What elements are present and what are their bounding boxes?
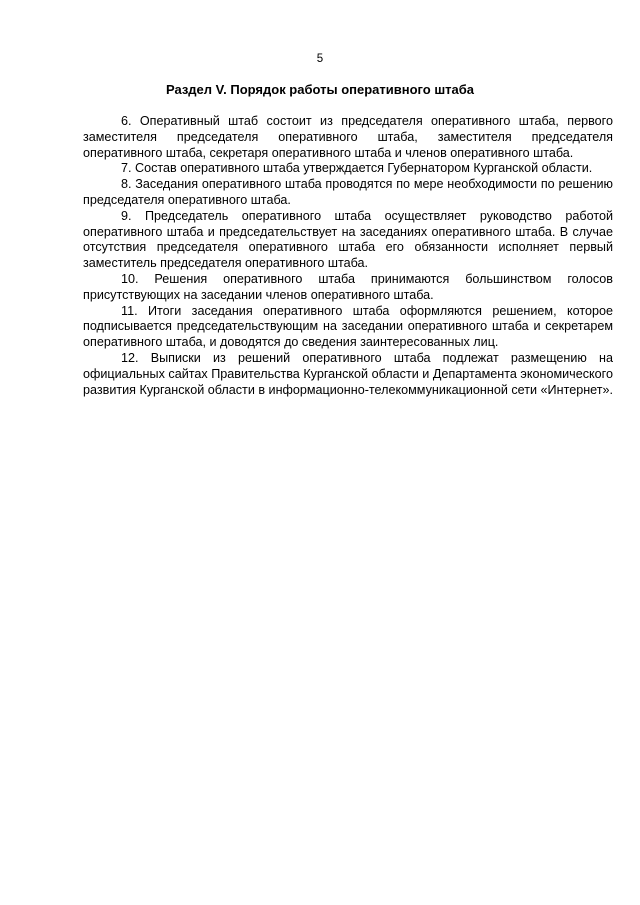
paragraph-item-12: 12. Выписки из решений оперативного штаба подлежат размещению на официальных сайтах Правительства Курганской области и Департамента экономического развития Курганской области в информационно-телекоммуникационной сети «Интернет». [83, 350, 614, 397]
paragraph-item-11: 11. Итоги заседания оперативного штаба оформляются решением, которое подписывается председательствующим на заседании оперативного штаба и секретарем оперативного штаба, и доводятся до сведения заинтересованных лиц. [83, 303, 613, 350]
document-body [83, 114, 613, 398]
paragraph-item-7: 7. Состав оперативного штаба утверждается Губернатором Курганской области. [121, 161, 593, 176]
paragraph-item-8: 8. Заседания оперативного штаба проводятся по мере необходимости по решению председателя оперативного штаба. [83, 177, 613, 207]
paragraph-item-10: 10. Решения оперативного штаба принимаются большинством голосов присутствующих на заседании членов оперативного штаба. [83, 271, 613, 302]
section-title: Раздел V. Порядок работы оперативного штаба [165, 82, 475, 97]
page-number: 5 [316, 53, 324, 65]
paragraph-item-6: 6. Оперативный штаб состоит из председателя оперативного штаба, первого заместителя председателя оперативного штаба, заместителя председателя оперативного штаба, секретаря оперативного штаба и членов оперативного штаба. [83, 114, 613, 160]
paragraph-item-9: 9. Председатель оперативного штаба осуществляет руководство работой оперативного штаба и председательствует на заседаниях оперативного штаба. В случае отсутствия председателя оперативного штаба его обязанности исполняет первый заместитель председателя оперативного штаба. [83, 208, 613, 271]
